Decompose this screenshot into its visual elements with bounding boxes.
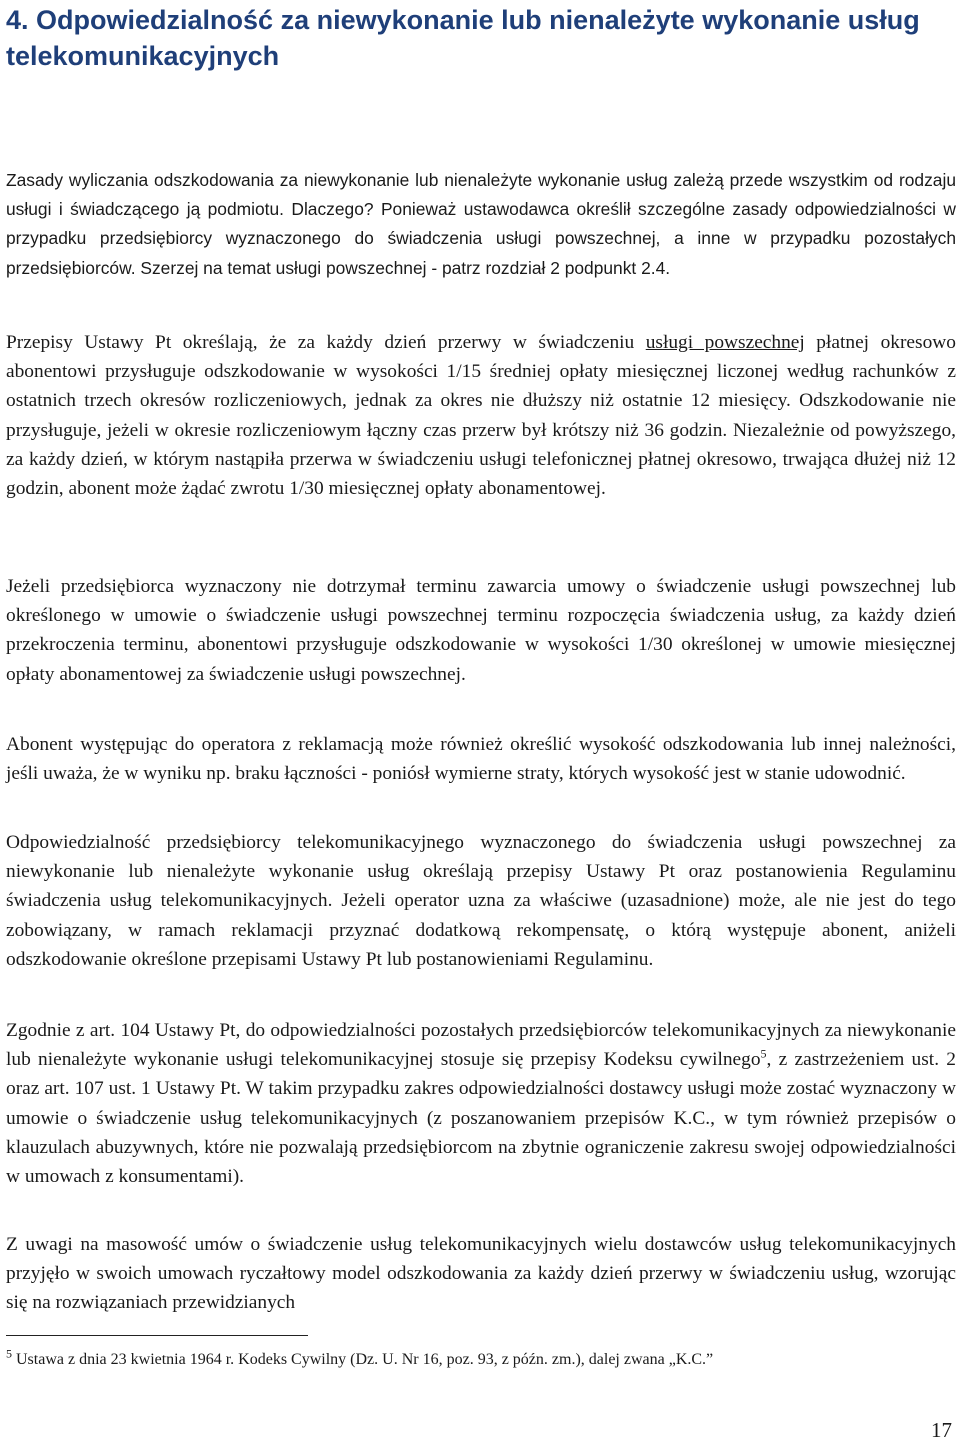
paragraph-4 [6,730,956,788]
paragraph-4-text: Abonent występując do operatora z reklamacją może również określić wysokość odszkodowania lub innej należności, jeśli uważa, że w wyniku np. braku łączności - poniósł wymierne straty, których wysokość jest w stanie udowodnić. [6,734,956,785]
footnote-text: Ustawa z dnia 23 kwietnia 1964 r. Kodeks Cywilny (Dz. U. Nr 16, poz. 93, z późn. zm.), dalej zwana „K.C.” [16,1351,714,1368]
paragraph-6-text-b: , z zastrzeżeniem ust. 2 oraz art. 107 ust. 1 Ustawy Pt. W takim przypadku zakres odpowiedzialności dostawcy usługi może zostać wyznaczony w umowie o świadczenie usług telekomunikacyjnych (z poszanowaniem przepisów K.C., w tym również przepisów o klauzulach abuzywnych, które nie pozwalają przedsiębiorcom na zbytnie ograniczenie zakresu swojej odpowiedzialności w umowach z konsumentami). [6,1049,956,1188]
paragraph-1-text: Zasady wyliczania odszkodowania za niewykonanie lub nienależyte wykonanie usług zależą przede wszystkim od rodzaju usługi i świadczącego ją podmiotu. Dlaczego? Ponieważ ustawodawca określił szczególne zasady odpowiedzialności w przypadku przedsiębiorcy wyznaczonego do świadczenia usługi powszechnej, a inne w przypadku pozostałych przedsiębiorców. Szerzej na temat usługi powszechnej - patrz rozdział 2 podpunkt 2.4. [6,170,956,278]
footnote [6,1346,956,1371]
footnote-divider [6,1335,308,1336]
paragraph-2 [6,328,956,503]
paragraph-5 [6,828,956,974]
footnote-reference[interactable]: 5 [760,1046,767,1061]
page-number: 17 [931,1418,952,1442]
paragraph-2-text-a: Przepisy Ustawy Pt określają, że za każdy dzień przerwy w świadczeniu [6,332,646,353]
paragraph-7-text: Z uwagi na masowość umów o świadczenie usług telekomunikacyjnych wielu dostawców usług telekomunikacyjnych przyjęło w swoich umowach ryczałtowy model odszkodowania za każdy dzień przerwy w świadczeniu usług, wzorując się na rozwiązaniach przewidzianych [6,1234,956,1314]
paragraph-3-text: Jeżeli przedsiębiorca wyznaczony nie dotrzymał terminu zawarcia umowy o świadczenie usługi powszechnej lub określonego w umowie o świadczenie usługi powszechnej terminu rozpoczęcia świadczenia usług, za każdy dzień przekroczenia terminu, abonentowi przysługuje odszkodowanie w wysokości 1/30 określonej w umowie miesięcznej opłaty abonamentowej za świadczenie usługi powszechnej. [6,576,956,685]
footnote-number: 5 [6,1346,12,1361]
paragraph-7 [6,1230,956,1318]
paragraph-1 [6,166,956,283]
paragraph-6-text-a: Zgodnie z art. 104 Ustawy Pt, do odpowiedzialności pozostałych przedsiębiorców telekomunikacyjnych za niewykonanie lub nienależyte wykonanie usługi telekomunikacyjnej stosuje się przepisy Kodeksu cywilnego [6,1020,956,1071]
section-number: 4. [6,5,29,35]
section-heading [6,2,956,74]
paragraph-6 [6,1016,956,1191]
section-title: Odpowiedzialność za niewykonanie lub nienależyte wykonanie usług telekomunikacyjnych [6,5,920,71]
paragraph-5-text: Odpowiedzialność przedsiębiorcy telekomunikacyjnego wyznaczonego do świadczenia usługi powszechnej za niewykonanie lub nienależyte wykonanie usług określają przepisy Ustawy Pt oraz postanowienia Regulaminu świadczenia usług telekomunikacyjnych. Jeżeli operator uzna za właściwe (uzasadnione) może, ale nie jest do tego zobowiązany, w ramach reklamacji przyznać dodatkową rekompensatę, o którą występuje abonent, aniżeli odszkodowanie określone przepisami Ustawy Pt lub postanowieniami Regulaminu. [6,832,956,970]
paragraph-2-text-b: płatnej okresowo abonentowi przysługuje odszkodowanie w wysokości 1/15 średniej opłaty miesięcznej liczonej według rachunków z ostatnich trzech okresów rozliczeniowych, jednak za okres nie dłuższy niż ostatnie 12 miesięcy. Odszkodowanie nie przysługuje, jeżeli w okresie rozliczeniowym łączny czas przerw był krótszy niż 36 godzin. Niezależnie od powyższego, za każdy dzień, w którym nastąpiła przerwa w świadczeniu usługi telefonicznej płatnej okresowo, trwająca dłużej niż 12 godzin, abonent może żądać zwrotu 1/30 miesięcznej opłaty abonamentowej. [6,332,956,500]
paragraph-3 [6,572,956,689]
universal-service-link[interactable]: usługi powszechnej [645,332,805,353]
